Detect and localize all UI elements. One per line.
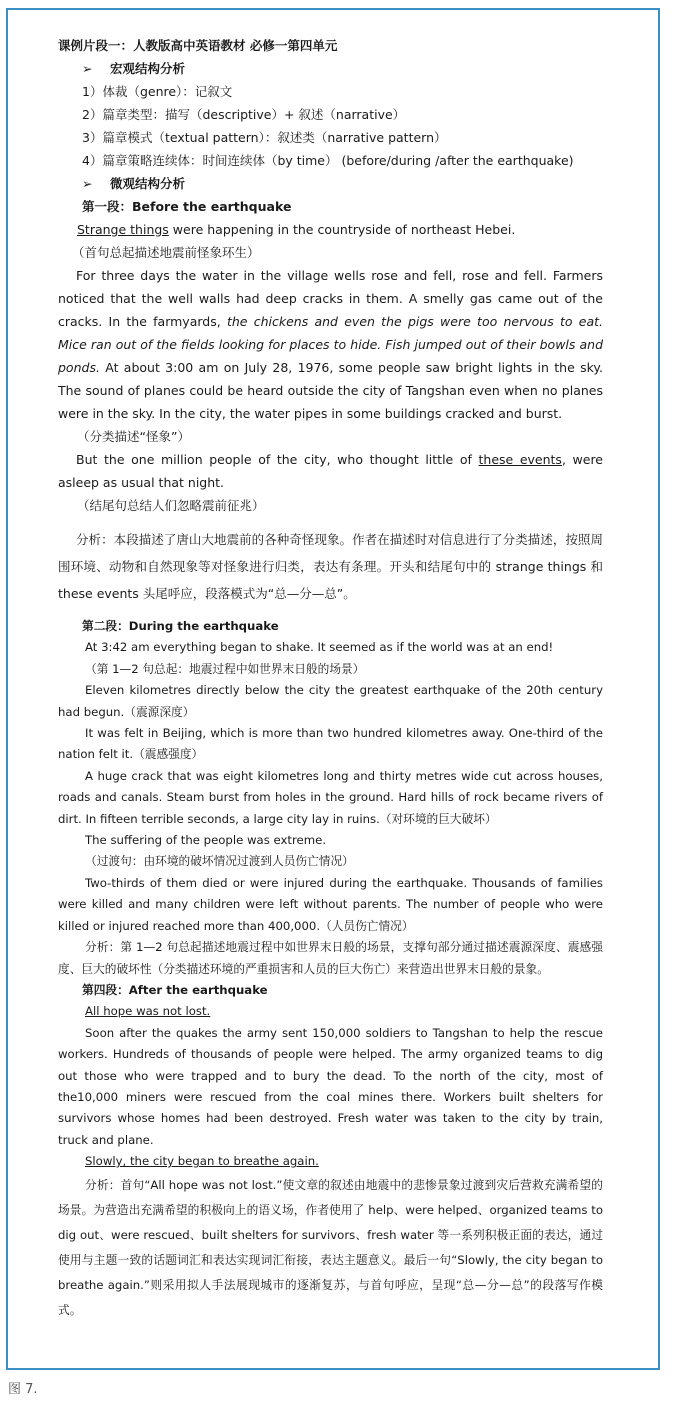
p2-sentence-6: Two-thirds of them died or were injured during the earthquake. Thousands of families were killed and many children were left without parents. The number of people who were killed or injured reached more than 400,000.（人员伤亡情况） xyxy=(58,875,603,933)
section-2 xyxy=(58,616,603,1323)
macro-heading-text: 宏观结构分析 xyxy=(110,61,186,76)
arrow-bullet-icon: ➢ xyxy=(82,61,93,76)
p2-sentence-4: A huge crack that was eight kilometres long and thirty metres wide cut across houses, roads and canals. Steam burst from holes in the ground. Hard hills of rock became rivers of dirt. In fifteen terrible seconds, a large city lay in ruins.（对环境的巨大破坏） xyxy=(58,768,603,826)
document-title: 课例片段一：人教版高中英语教材 必修一第四单元 xyxy=(58,38,338,53)
p2-sentence-2: Eleven kilometres directly below the city the greatest earthquake of the 20th century had begun.（震源深度） xyxy=(58,683,603,719)
p1-body xyxy=(58,264,603,425)
macro-item-4: 4）篇章策略连续体：时间连续体（by time） (before/during /after the earthquake) xyxy=(82,153,574,168)
p2-heading: 第二段：During the earthquake xyxy=(82,619,279,633)
p1-end-underlined: these events xyxy=(478,452,562,467)
p4-heading: 第四段：After the earthquake xyxy=(82,982,268,997)
p1-topic-underlined: Strange things xyxy=(77,222,169,237)
macro-item-2: 2）篇章类型：描写（descriptive）+ 叙述（narrative） xyxy=(82,107,406,122)
p2-note-2: （过渡句：由环境的破坏情况过渡到人员伤亡情况） xyxy=(85,854,354,869)
micro-heading-text: 微观结构分析 xyxy=(110,176,186,191)
p1-ending xyxy=(58,448,603,494)
p2-sentence-3: It was felt in Beijing, which is more than two hundred kilometres away. One-third of the nation felt it.（震感强度） xyxy=(58,726,603,762)
p1-body-a: For three days the water in the village wells rose and fell, rose and fell. Farmers noticed that the well walls had deep cracks in them. A smelly gas came out of the cracks. In the farmyards, xyxy=(58,268,603,329)
p1-note-2: （分类描述“怪象”） xyxy=(77,429,190,444)
p4-body: Soon after the quakes the army sent 150,000 soldiers to Tangshan to help the rescue workers. Hundreds of thousands of people were helped. The army organized teams to dig out those who were trapped and to bury the dead. To the north of the city, most of the10,000 miners were rescued from the coal mines there. Workers built shelters for survivors whose homes had been destroyed. Fresh water was taken to the city by train, truck and plane. xyxy=(58,1025,603,1147)
macro-item-3: 3）篇章模式（textual pattern）：叙述类（narrative pattern） xyxy=(82,130,447,145)
p2-sentence-1: At 3:42 am everything began to shake. It seemed as if the world was at an end! xyxy=(85,640,554,655)
p2-note-1: （第 1—2 句总起：地震过程中如世界末日般的场景） xyxy=(85,661,365,676)
p2-analysis: 分析：第 1—2 句总起描述地震过程中如世界末日般的场景，支撑句部分通过描述震源深度、震感强度、巨大的破坏性（分类描述环境的严重损害和人员的巨大伤亡）来营造出世界末日般的景象。 xyxy=(58,940,603,976)
p1-topic-rest: were happening in the countryside of northeast Hebei. xyxy=(168,222,516,237)
micro-heading xyxy=(58,172,603,195)
macro-heading xyxy=(58,57,603,80)
p1-body-italic: the chickens and even the pigs were too nervous to eat. Mice ran out of the fields looking for places to hide. Fish jumped out of their bowls and ponds. xyxy=(58,314,603,375)
arrow-bullet-icon: ➢ xyxy=(82,176,93,191)
document-body xyxy=(58,34,603,1323)
p1-topic-sentence xyxy=(58,218,603,241)
p1-analysis: 分析：本段描述了唐山大地震前的各种奇怪现象。作者在描述时对信息进行了分类描述，按照周围环境、动物和自然现象等对怪象进行归类，表达有条理。开头和结尾句中的 strange things 和 these events 头尾呼应，段落模式为“总—分—总”。 xyxy=(58,532,603,601)
p1-heading: 第一段：Before the earthquake xyxy=(82,199,292,214)
macro-item-1: 1）体裁（genre）：记叙文 xyxy=(82,84,233,99)
p4-closing-sentence: Slowly, the city began to breathe again. xyxy=(85,1154,319,1169)
p1-body-b: At about 3:00 am on July 28, 1976, some people saw bright lights in the sky. The sound of planes could be heard outside the city of Tangshan even when no planes were in the sky. In the city, the water pipes in some buildings cracked and burst. xyxy=(58,360,603,421)
p4-analysis: 分析：首句“All hope was not lost.”使文章的叙述由地震中的悲惨景象过渡到灾后营救充满希望的场景。为营造出充满希望的积极向上的语义场，作者使用了 help、were helped、organized teams to dig out、were rescued、built shelters for survivors、fresh water 等一系列积极正面的表达，通过使用与主题一致的话题词汇和表达实现词汇衔接，表达主题意义。最后一句“Slowly, the city began to breathe again.”则采用拟人手法展现城市的逐渐复苏，与首句呼应，呈现“总—分—总”的段落写作模式。 xyxy=(58,1177,604,1317)
figure-caption: 图 7. xyxy=(8,1382,38,1397)
p1-note-3: （结尾句总结人们忽略震前征兆） xyxy=(77,498,265,513)
p2-sentence-5: The suffering of the people was extreme. xyxy=(85,833,327,848)
p1-end-a: But the one million people of the city, who thought little of xyxy=(76,452,479,467)
p1-end-b: , were asleep as usual that night. xyxy=(58,452,603,490)
p1-note-1: （首句总起描述地震前怪象环生） xyxy=(72,245,260,260)
p4-topic-sentence: All hope was not lost. xyxy=(85,1004,211,1019)
